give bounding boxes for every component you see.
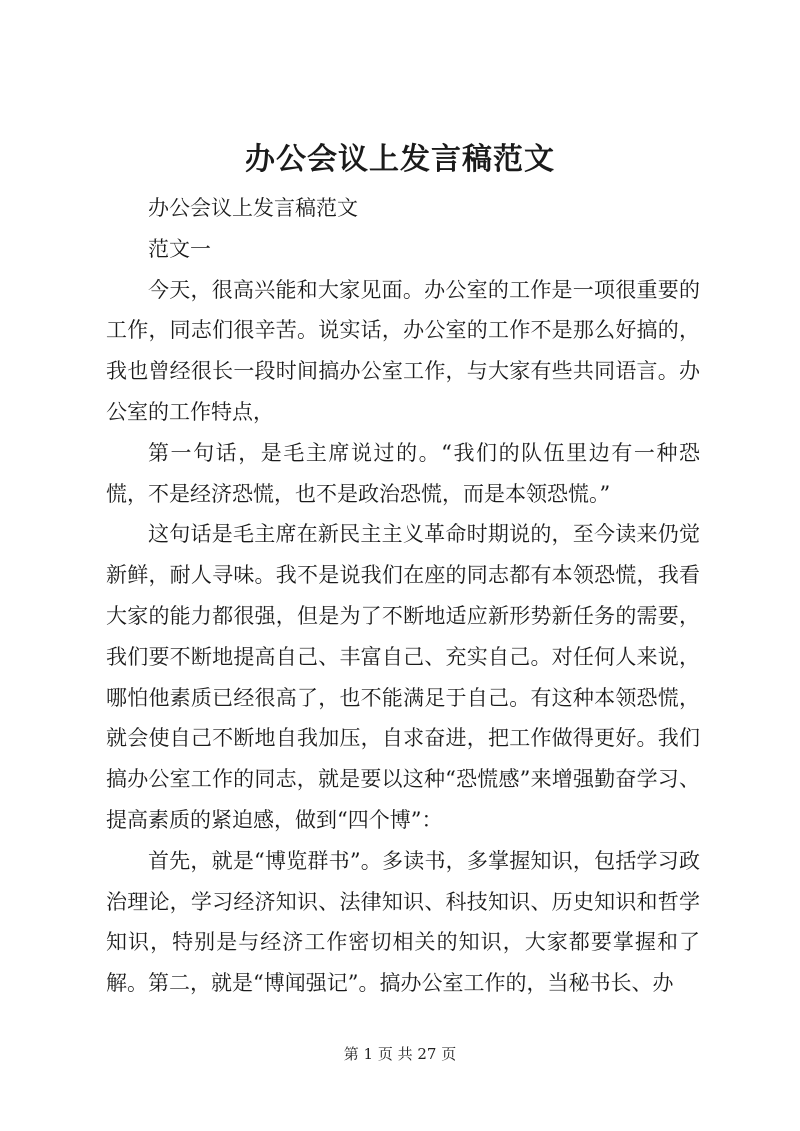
paragraph: 首先，就是“博览群书”。多读书，多掌握知识，包括学习政治理论，学习经济知识、法律知识、科技知识、历史知识和哲学知识，特别是与经济工作密切相关的知识，大家都要掌握和了解。第二，就是“博闻强记”。搞办公室工作的，当秘书长、办 bbox=[106, 848, 700, 996]
paragraph: 这句话是毛主席在新民主主义革命时期说的，至今读来仍觉新鲜，耐人寻味。我不是说我们在座的同志都有本领恐慌，我看大家的能力都很强，但是为了不断地适应新形势新任务的需要，我们要不断地提高自己、丰富自己、充实自己。对任何人来说，哪怕他素质已经很高了，也不能满足于自己。有这种本领恐慌，就会使自己不断地自我加压，自求奋进，把工作做得更好。我们搞办公室工作的同志，就是要以这种“恐慌感”来增强勤奋学习、提高素质的紧迫感，做到“四个博”： bbox=[106, 522, 700, 832]
document-body bbox=[106, 188, 700, 1004]
paragraph: 今天，很高兴能和大家见面。办公室的工作是一项很重要的工作，同志们很辛苦。说实话，办公室的工作不是那么好搞的，我也曾经很长一段时间搞办公室工作，与大家有些共同语言。办公室的工作特点， bbox=[106, 277, 700, 424]
paragraph: 第一句话，是毛主席说过的。“我们的队伍里边有一种恐慌，不是经济恐慌，也不是政治恐慌，而是本领恐慌。” bbox=[106, 440, 700, 506]
paragraph-section-label: 范文一 bbox=[148, 236, 211, 261]
document-title: 办公会议上发言稿范文 bbox=[245, 142, 555, 177]
paragraph-subtitle: 办公会议上发言稿范文 bbox=[148, 196, 358, 220]
page-number-footer: 第 1 页 共 27 页 bbox=[343, 1045, 457, 1063]
